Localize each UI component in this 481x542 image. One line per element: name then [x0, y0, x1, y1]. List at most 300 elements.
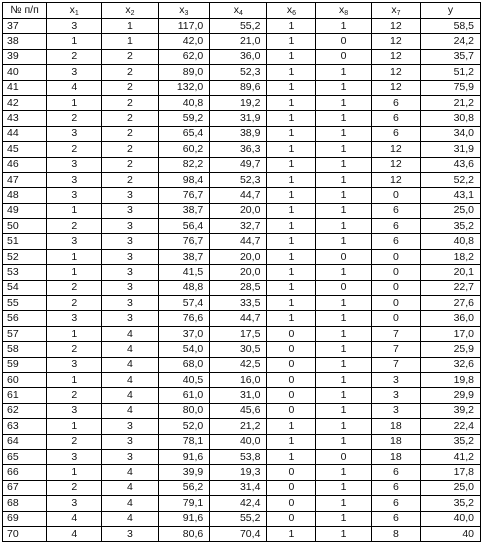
cell-number: 47 [3, 172, 47, 187]
header-label: x [179, 4, 185, 16]
cell-x2: 2 [102, 95, 158, 110]
cell-x7: 6 [371, 465, 420, 480]
cell-y: 29,9 [421, 388, 481, 403]
cell-x6: 1 [267, 188, 316, 203]
cell-number: 44 [3, 126, 47, 141]
table-row [3, 80, 481, 95]
cell-x8: 1 [316, 111, 371, 126]
cell-x7: 7 [371, 326, 420, 341]
header-subscript: 2 [130, 10, 135, 17]
cell-x3: 37,0 [158, 326, 210, 341]
cell-y: 34,0 [421, 126, 481, 141]
header-subscript: 7 [396, 10, 401, 17]
cell-x8: 1 [316, 526, 371, 541]
cell-x4: 31,9 [210, 111, 267, 126]
cell-x6: 0 [267, 372, 316, 387]
cell-x3: 80,0 [158, 403, 210, 418]
cell-y: 41,2 [421, 449, 481, 464]
cell-x3: 52,0 [158, 419, 210, 434]
cell-y: 40,0 [421, 511, 481, 526]
cell-x4: 89,6 [210, 80, 267, 95]
cell-x2: 4 [102, 342, 158, 357]
cell-x3: 54,0 [158, 342, 210, 357]
table-row [3, 496, 481, 511]
cell-y: 32,6 [421, 357, 481, 372]
cell-x7: 7 [371, 342, 420, 357]
cell-x6: 0 [267, 465, 316, 480]
cell-x4: 44,7 [210, 311, 267, 326]
cell-x8: 1 [316, 188, 371, 203]
cell-y: 43,1 [421, 188, 481, 203]
cell-x3: 56,2 [158, 480, 210, 495]
cell-number: 66 [3, 465, 47, 480]
table-row [3, 34, 481, 49]
cell-x7: 6 [371, 126, 420, 141]
cell-x4: 55,2 [210, 19, 267, 34]
cell-x8: 0 [316, 449, 371, 464]
table-row [3, 480, 481, 495]
cell-x2: 3 [102, 234, 158, 249]
header-x7 [371, 3, 420, 19]
cell-number: 63 [3, 419, 47, 434]
cell-x4: 53,8 [210, 449, 267, 464]
cell-y: 27,6 [421, 296, 481, 311]
cell-y: 40 [421, 526, 481, 541]
cell-x8: 1 [316, 403, 371, 418]
cell-x4: 19,2 [210, 95, 267, 110]
table-row [3, 142, 481, 157]
cell-x2: 3 [102, 203, 158, 218]
cell-x2: 1 [102, 34, 158, 49]
cell-y: 51,2 [421, 65, 481, 80]
header-x4 [210, 3, 267, 19]
cell-y: 20,1 [421, 265, 481, 280]
cell-x6: 1 [267, 142, 316, 157]
cell-x1: 3 [47, 496, 102, 511]
header-row [3, 3, 481, 19]
cell-number: 54 [3, 280, 47, 295]
cell-y: 35,2 [421, 496, 481, 511]
cell-x1: 2 [47, 342, 102, 357]
cell-x6: 0 [267, 326, 316, 341]
header-x8 [316, 3, 371, 19]
cell-x8: 1 [316, 203, 371, 218]
table-row [3, 157, 481, 172]
cell-x3: 65,4 [158, 126, 210, 141]
cell-x4: 52,3 [210, 172, 267, 187]
cell-x2: 3 [102, 526, 158, 541]
table-row [3, 111, 481, 126]
cell-x7: 6 [371, 219, 420, 234]
cell-y: 25,0 [421, 203, 481, 218]
cell-x2: 2 [102, 142, 158, 157]
cell-y: 22,7 [421, 280, 481, 295]
cell-x8: 1 [316, 388, 371, 403]
cell-x2: 3 [102, 249, 158, 264]
cell-y: 24,2 [421, 34, 481, 49]
cell-x2: 2 [102, 172, 158, 187]
table-row [3, 19, 481, 34]
cell-x7: 12 [371, 34, 420, 49]
table-row [3, 388, 481, 403]
cell-number: 53 [3, 265, 47, 280]
table-row [3, 126, 481, 141]
header-label: x [286, 4, 293, 16]
cell-x8: 1 [316, 496, 371, 511]
cell-y: 35,2 [421, 219, 481, 234]
header-x6 [267, 3, 316, 19]
cell-x6: 1 [267, 19, 316, 34]
cell-x7: 18 [371, 419, 420, 434]
header-label: y [447, 4, 454, 16]
cell-x2: 3 [102, 219, 158, 234]
table-row [3, 203, 481, 218]
cell-number: 46 [3, 157, 47, 172]
cell-x4: 17,5 [210, 326, 267, 341]
cell-x7: 0 [371, 249, 420, 264]
header-label: x [69, 4, 75, 16]
cell-x7: 0 [371, 265, 420, 280]
cell-x8: 0 [316, 249, 371, 264]
table-row [3, 188, 481, 203]
cell-y: 75,9 [421, 80, 481, 95]
cell-x4: 21,2 [210, 419, 267, 434]
cell-number: 42 [3, 95, 47, 110]
cell-x8: 1 [316, 265, 371, 280]
cell-number: 43 [3, 111, 47, 126]
cell-x2: 3 [102, 280, 158, 295]
cell-x2: 3 [102, 188, 158, 203]
cell-x2: 2 [102, 111, 158, 126]
cell-y: 36,0 [421, 311, 481, 326]
cell-number: 60 [3, 372, 47, 387]
cell-x8: 1 [316, 311, 371, 326]
cell-x6: 0 [267, 342, 316, 357]
cell-x3: 98,4 [158, 172, 210, 187]
table-row [3, 311, 481, 326]
cell-x8: 1 [316, 357, 371, 372]
cell-x8: 1 [316, 219, 371, 234]
cell-number: 68 [3, 496, 47, 511]
cell-x2: 2 [102, 49, 158, 64]
cell-x1: 2 [47, 111, 102, 126]
cell-x4: 38,9 [210, 126, 267, 141]
cell-number: 67 [3, 480, 47, 495]
cell-x8: 1 [316, 19, 371, 34]
cell-x1: 3 [47, 126, 102, 141]
cell-x3: 56,4 [158, 219, 210, 234]
cell-x6: 1 [267, 34, 316, 49]
cell-x4: 52,3 [210, 65, 267, 80]
cell-x6: 0 [267, 403, 316, 418]
table-row [3, 434, 481, 449]
cell-x1: 3 [47, 449, 102, 464]
cell-x2: 4 [102, 388, 158, 403]
cell-number: 51 [3, 234, 47, 249]
cell-y: 31,9 [421, 142, 481, 157]
cell-y: 35,2 [421, 434, 481, 449]
cell-x1: 2 [47, 49, 102, 64]
cell-x4: 28,5 [210, 280, 267, 295]
table-row [3, 419, 481, 434]
cell-x3: 60,2 [158, 142, 210, 157]
header-label: x [233, 4, 239, 16]
table-row [3, 403, 481, 418]
cell-x6: 1 [267, 49, 316, 64]
table-row [3, 326, 481, 341]
cell-x2: 2 [102, 157, 158, 172]
cell-x3: 68,0 [158, 357, 210, 372]
cell-x4: 19,3 [210, 465, 267, 480]
cell-x4: 31,0 [210, 388, 267, 403]
cell-x6: 1 [267, 111, 316, 126]
cell-x1: 1 [47, 203, 102, 218]
cell-x8: 0 [316, 280, 371, 295]
cell-x3: 89,0 [158, 65, 210, 80]
cell-x2: 4 [102, 357, 158, 372]
cell-x4: 44,7 [210, 234, 267, 249]
table-row [3, 95, 481, 110]
cell-x2: 3 [102, 311, 158, 326]
cell-x3: 41,5 [158, 265, 210, 280]
header-x2 [102, 3, 158, 19]
table-row [3, 357, 481, 372]
cell-x4: 55,2 [210, 511, 267, 526]
cell-x7: 6 [371, 234, 420, 249]
cell-x7: 6 [371, 480, 420, 495]
cell-number: 62 [3, 403, 47, 418]
cell-x4: 36,3 [210, 142, 267, 157]
header-subscript: 8 [344, 10, 349, 17]
cell-x6: 0 [267, 388, 316, 403]
cell-x7: 3 [371, 388, 420, 403]
cell-number: 55 [3, 296, 47, 311]
cell-x2: 3 [102, 434, 158, 449]
cell-x8: 1 [316, 480, 371, 495]
header-label: № п/п [10, 4, 39, 16]
cell-x1: 2 [47, 434, 102, 449]
cell-x7: 0 [371, 296, 420, 311]
cell-x7: 6 [371, 95, 420, 110]
cell-x6: 0 [267, 357, 316, 372]
cell-x2: 4 [102, 372, 158, 387]
cell-x8: 1 [316, 465, 371, 480]
cell-x4: 40,0 [210, 434, 267, 449]
cell-y: 58,5 [421, 19, 481, 34]
cell-x1: 2 [47, 142, 102, 157]
cell-number: 48 [3, 188, 47, 203]
cell-x3: 42,0 [158, 34, 210, 49]
cell-y: 30,8 [421, 111, 481, 126]
cell-x4: 20,0 [210, 203, 267, 218]
cell-x8: 1 [316, 511, 371, 526]
table-row [3, 49, 481, 64]
cell-number: 58 [3, 342, 47, 357]
table-row [3, 219, 481, 234]
cell-x4: 42,5 [210, 357, 267, 372]
cell-x4: 16,0 [210, 372, 267, 387]
cell-y: 25,0 [421, 480, 481, 495]
cell-x1: 3 [47, 234, 102, 249]
cell-x6: 1 [267, 296, 316, 311]
cell-x6: 1 [267, 157, 316, 172]
cell-x1: 3 [47, 188, 102, 203]
table-row [3, 342, 481, 357]
cell-number: 41 [3, 80, 47, 95]
cell-x7: 12 [371, 157, 420, 172]
table-row [3, 449, 481, 464]
table-row [3, 280, 481, 295]
table-body [3, 19, 481, 542]
cell-x6: 1 [267, 265, 316, 280]
cell-x1: 2 [47, 280, 102, 295]
cell-x7: 12 [371, 65, 420, 80]
cell-x3: 48,8 [158, 280, 210, 295]
cell-x7: 3 [371, 403, 420, 418]
cell-x3: 39,9 [158, 465, 210, 480]
cell-number: 40 [3, 65, 47, 80]
table-row [3, 265, 481, 280]
cell-x4: 42,4 [210, 496, 267, 511]
cell-x8: 1 [316, 419, 371, 434]
cell-x8: 1 [316, 142, 371, 157]
cell-x4: 20,0 [210, 265, 267, 280]
cell-x1: 3 [47, 357, 102, 372]
table-row [3, 526, 481, 541]
cell-x6: 1 [267, 434, 316, 449]
cell-x1: 1 [47, 326, 102, 341]
cell-x2: 3 [102, 296, 158, 311]
cell-x6: 1 [267, 249, 316, 264]
table-row [3, 465, 481, 480]
header-y [421, 3, 481, 19]
header-x1 [47, 3, 102, 19]
cell-x4: 45,6 [210, 403, 267, 418]
cell-x6: 0 [267, 511, 316, 526]
cell-x2: 4 [102, 511, 158, 526]
cell-x3: 61,0 [158, 388, 210, 403]
cell-number: 50 [3, 219, 47, 234]
cell-y: 25,9 [421, 342, 481, 357]
header-subscript: 1 [74, 10, 79, 17]
cell-y: 17,0 [421, 326, 481, 341]
cell-x7: 12 [371, 49, 420, 64]
cell-x3: 132,0 [158, 80, 210, 95]
cell-x3: 117,0 [158, 19, 210, 34]
cell-y: 21,2 [421, 95, 481, 110]
cell-x1: 2 [47, 480, 102, 495]
header-subscript: 6 [292, 10, 296, 17]
cell-x4: 49,7 [210, 157, 267, 172]
cell-x2: 3 [102, 265, 158, 280]
cell-x2: 1 [102, 19, 158, 34]
cell-x8: 1 [316, 342, 371, 357]
cell-x1: 1 [47, 265, 102, 280]
cell-x2: 3 [102, 449, 158, 464]
cell-x8: 1 [316, 372, 371, 387]
table-row [3, 234, 481, 249]
cell-x8: 0 [316, 34, 371, 49]
cell-x8: 1 [316, 296, 371, 311]
cell-x3: 40,5 [158, 372, 210, 387]
cell-x1: 2 [47, 296, 102, 311]
data-table [2, 2, 481, 542]
cell-x6: 1 [267, 203, 316, 218]
cell-x2: 4 [102, 326, 158, 341]
cell-x3: 76,7 [158, 188, 210, 203]
cell-x6: 0 [267, 480, 316, 495]
cell-y: 18,2 [421, 249, 481, 264]
table-row [3, 249, 481, 264]
cell-x7: 8 [371, 526, 420, 541]
cell-x6: 1 [267, 80, 316, 95]
header-subscript: 4 [238, 10, 243, 17]
cell-x1: 1 [47, 34, 102, 49]
cell-x3: 38,7 [158, 249, 210, 264]
cell-x8: 1 [316, 80, 371, 95]
cell-x2: 2 [102, 80, 158, 95]
cell-x1: 3 [47, 19, 102, 34]
cell-x4: 31,4 [210, 480, 267, 495]
cell-x7: 12 [371, 142, 420, 157]
cell-number: 70 [3, 526, 47, 541]
cell-x3: 91,6 [158, 449, 210, 464]
table-row [3, 372, 481, 387]
cell-x1: 4 [47, 526, 102, 541]
cell-x6: 0 [267, 496, 316, 511]
cell-x4: 44,7 [210, 188, 267, 203]
cell-x7: 0 [371, 280, 420, 295]
cell-x6: 1 [267, 95, 316, 110]
cell-x2: 4 [102, 496, 158, 511]
cell-x3: 91,6 [158, 511, 210, 526]
cell-x7: 6 [371, 203, 420, 218]
cell-x8: 1 [316, 95, 371, 110]
header-x3 [158, 3, 210, 19]
cell-number: 61 [3, 388, 47, 403]
cell-y: 35,7 [421, 49, 481, 64]
cell-number: 45 [3, 142, 47, 157]
cell-x1: 3 [47, 311, 102, 326]
cell-x7: 18 [371, 434, 420, 449]
header-label: x [391, 4, 397, 16]
cell-x1: 1 [47, 95, 102, 110]
cell-y: 17,8 [421, 465, 481, 480]
cell-x8: 1 [316, 326, 371, 341]
table-row [3, 172, 481, 187]
cell-x7: 6 [371, 496, 420, 511]
cell-x1: 1 [47, 465, 102, 480]
cell-x3: 76,6 [158, 311, 210, 326]
cell-x6: 1 [267, 311, 316, 326]
cell-x7: 12 [371, 19, 420, 34]
cell-x3: 59,2 [158, 111, 210, 126]
cell-x6: 1 [267, 449, 316, 464]
table-row [3, 65, 481, 80]
cell-y: 43,6 [421, 157, 481, 172]
cell-number: 64 [3, 434, 47, 449]
cell-x7: 12 [371, 80, 420, 95]
cell-x4: 33,5 [210, 296, 267, 311]
cell-x8: 1 [316, 126, 371, 141]
cell-number: 38 [3, 34, 47, 49]
cell-x4: 70,4 [210, 526, 267, 541]
cell-x3: 82,2 [158, 157, 210, 172]
cell-x6: 1 [267, 65, 316, 80]
cell-x4: 21,0 [210, 34, 267, 49]
cell-x2: 2 [102, 65, 158, 80]
header-number [3, 3, 47, 19]
